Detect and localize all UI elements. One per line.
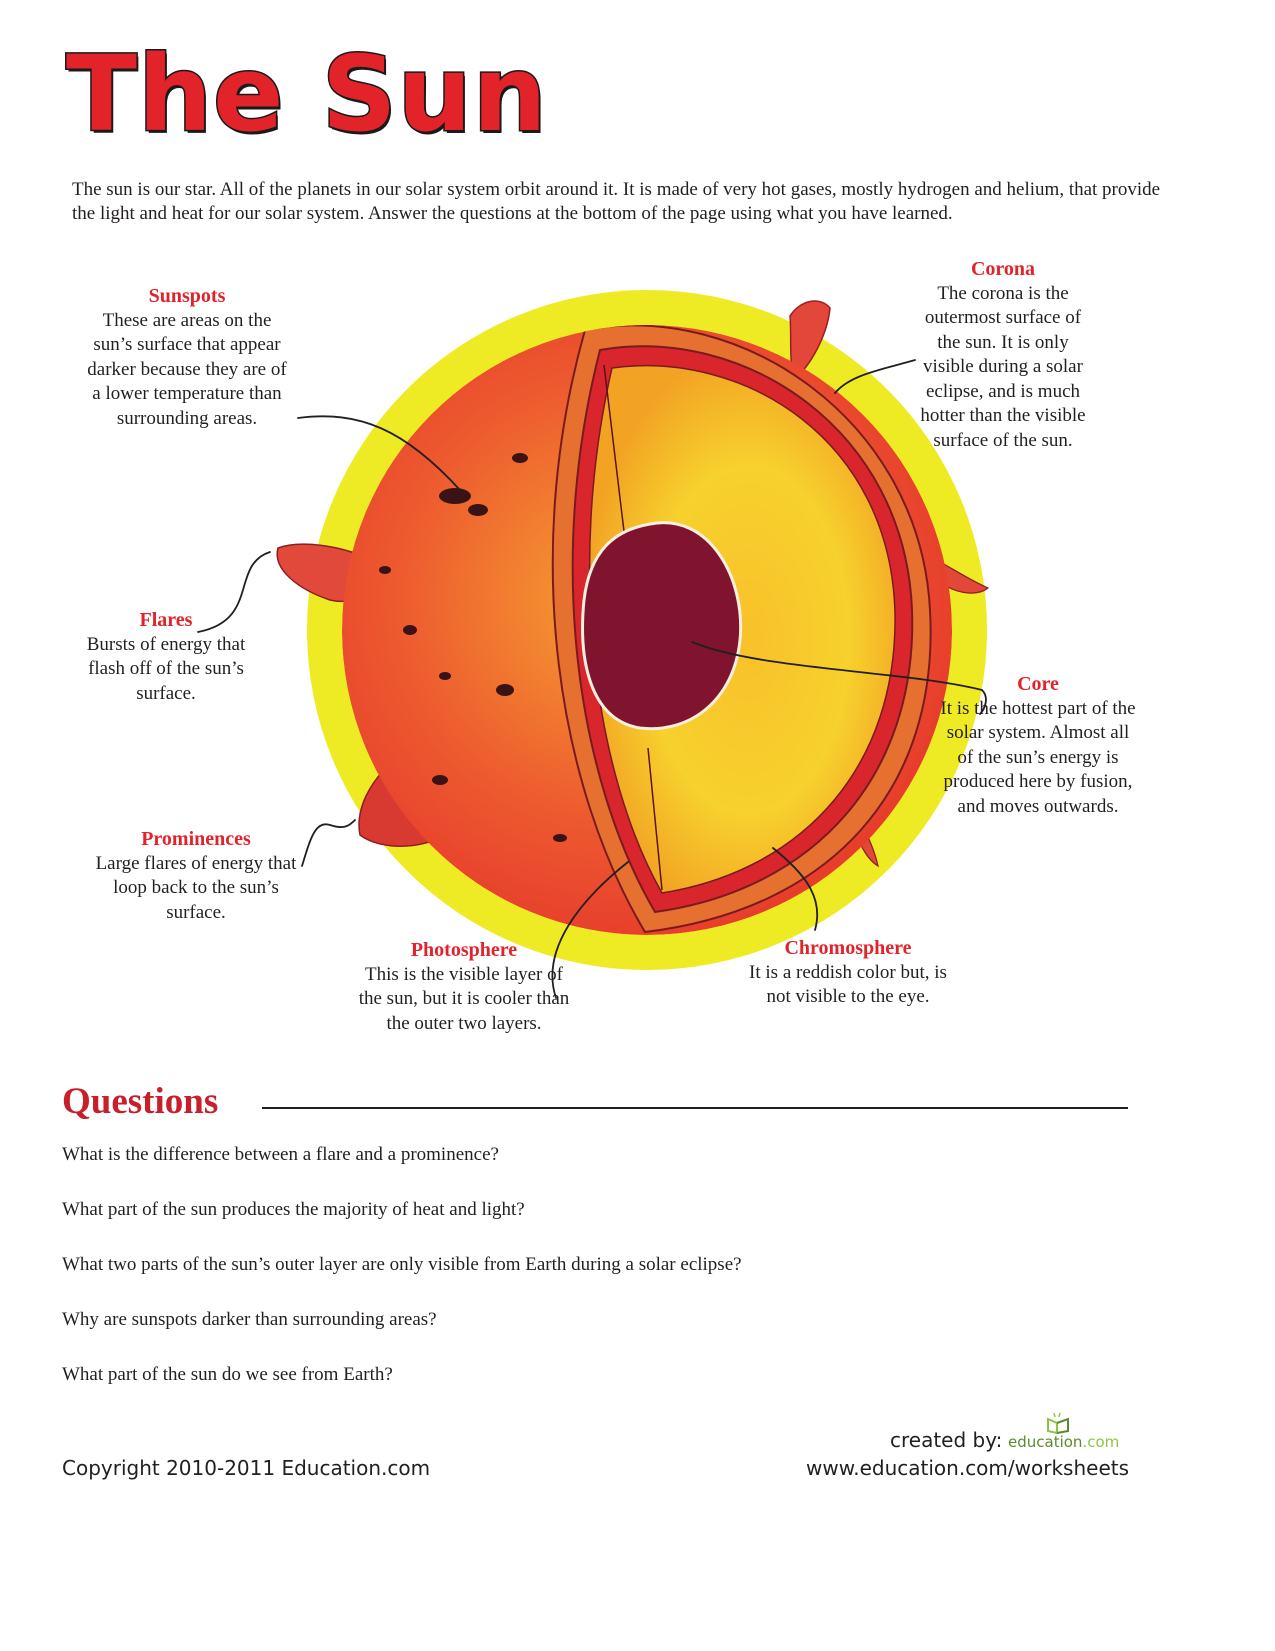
questions-heading: Questions (62, 1081, 219, 1122)
question-item: What part of the sun produces the majority of heat and light? (62, 1199, 525, 1220)
flares-title: Flares (139, 609, 193, 631)
callout-core (940, 672, 1136, 819)
question-item: What is the difference between a flare and a prominence? (62, 1144, 499, 1165)
corona-text: The corona is the outermost surface of the sun. It is only visible during a solar eclipse, and is much hotter than the visible surface of the sun. (920, 282, 1086, 451)
core-title: Core (1017, 673, 1059, 695)
callout-photosphere (358, 938, 570, 1036)
prominences-title: Prominences (141, 828, 251, 850)
question-item: What two parts of the sun’s outer layer are only visible from Earth during a solar eclipse? (62, 1254, 742, 1275)
photosphere-text: This is the visible layer of the sun, but it is cooler than the outer two layers. (358, 963, 570, 1034)
logo-com-text: .com (1082, 1433, 1120, 1451)
callout-chromosphere (738, 936, 958, 1010)
created-by-label: created by: (890, 1428, 1003, 1452)
question-item: Why are sunspots darker than surrounding areas? (62, 1309, 437, 1330)
prominences-leader-line (302, 820, 355, 866)
core-text: It is the hottest part of the solar system. Almost all of the sun’s energy is produced here by fusion, and moves outwards. (940, 697, 1136, 817)
callout-flares (70, 608, 262, 706)
education-logo (1008, 1423, 1128, 1455)
sunspots-text: These are areas on the sun’s surface that appear darker because they are of a lower temperature than surrounding areas. (87, 309, 287, 429)
book-icon (1044, 1413, 1074, 1435)
questions-list (62, 1142, 1142, 1417)
page-title: The Sun (66, 33, 548, 155)
callout-corona (912, 257, 1094, 453)
chromosphere-title: Chromosphere (784, 937, 912, 959)
prominences-text: Large flares of energy that loop back to the sun’s surface. (95, 852, 297, 923)
logo-edu-text: education (1008, 1433, 1083, 1451)
copyright-text: Copyright 2010-2011 Education.com (62, 1456, 431, 1480)
sunspots-title: Sunspots (148, 285, 226, 307)
corona-title: Corona (970, 258, 1036, 280)
questions-divider (262, 1107, 1128, 1109)
callout-prominences (94, 827, 298, 925)
intro-paragraph: The sun is our star. All of the planets in our solar system orbit around it. It is made of very hot gases, mostly hydrogen and helium, that provide the light and heat for our solar system. Answer the questions at the bottom of the page using what you have learned. (72, 179, 1161, 224)
question-item: What part of the sun do we see from Earth? (62, 1364, 393, 1385)
flares-text: Bursts of energy that flash off of the sun’s surface. (86, 633, 246, 704)
photosphere-title: Photosphere (410, 939, 518, 961)
chromosphere-text: It is a reddish color but, is not visible to the eye. (749, 961, 947, 1007)
worksheets-url[interactable]: www.education.com/worksheets (806, 1456, 1130, 1480)
callout-sunspots (86, 284, 288, 431)
core (583, 523, 741, 729)
